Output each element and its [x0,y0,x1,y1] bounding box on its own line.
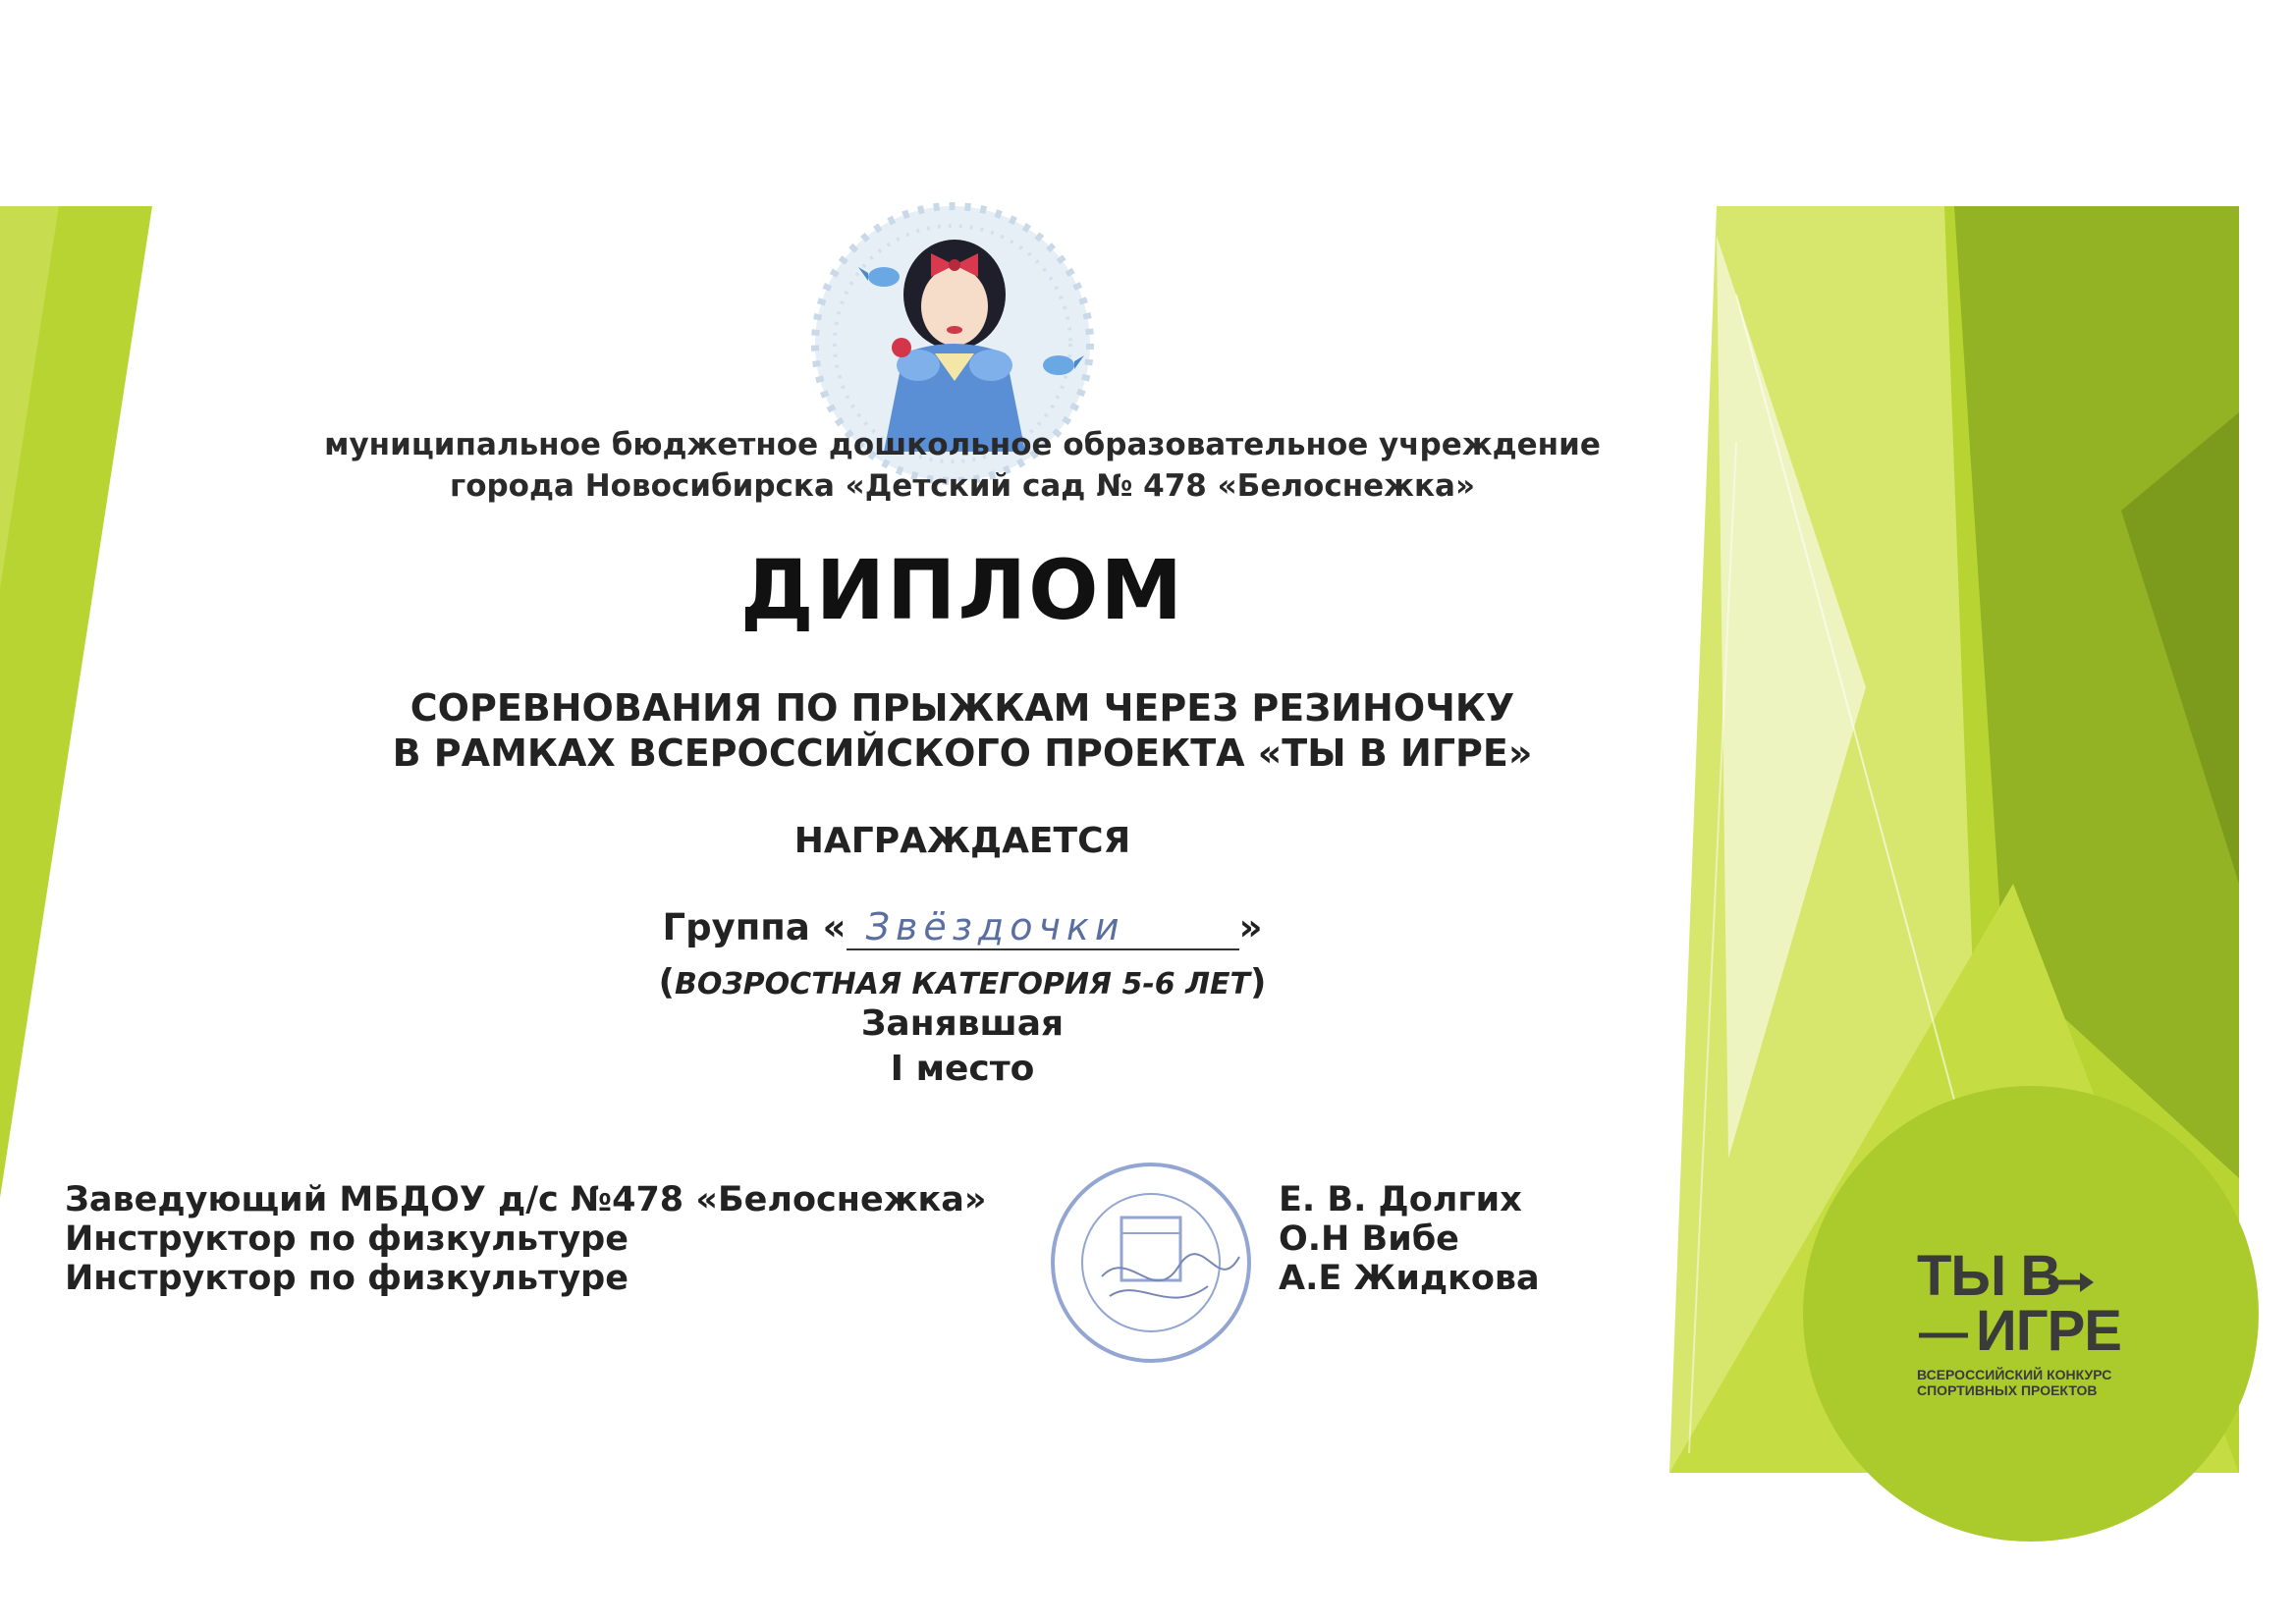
group-line [0,905,1925,950]
place-value: I место [890,1049,1035,1089]
signature-name-1: Е. В. Долгих [1279,1180,1522,1219]
signature-role-1: Заведующий МБДОУ д/с №478 «Белоснежка» [65,1180,987,1219]
diploma-title: ДИПЛОМ [739,542,1185,638]
signature-roles [65,1180,987,1298]
subtitle-line-1: СОРЕВНОВАНИЯ ПО ПРЫЖКАМ ЧЕРЕЗ РЕЗИНОЧКУ [410,686,1515,730]
group-name-handwritten: Звёздочки [847,905,1239,950]
official-stamp [1053,1164,1249,1361]
category-paren-close: ) [1250,962,1267,1002]
signature-names [1279,1180,1540,1298]
organization-line-2: города Новосибирска «Детский сад № 478 «Белоснежка» [450,468,1475,504]
signature-role-2: Инструктор по физкультуре [65,1219,628,1259]
logo-line-1: ТЫ В [1917,1244,2061,1308]
awarded-label: НАГРАЖДАЕТСЯ [793,821,1131,861]
category-paren-open: ( [658,962,675,1002]
subtitle-line-2: В РАМКАХ ВСЕРОССИЙСКОГО ПРОЕКТА «ТЫ В ИГРЕ» [392,731,1533,775]
category-text: ВОЗРОСТНАЯ КАТЕГОРИЯ 5-6 ЛЕТ [675,967,1250,1001]
organization-header [0,424,1925,507]
signature-role-3: Инструктор по физкультуре [65,1259,628,1298]
age-category [0,962,1925,1002]
project-logo [1917,1244,2121,1398]
logo-line-2: ИГРЕ [1976,1299,2121,1363]
organization-line-1: муниципальное бюджетное дошкольное образовательное учреждение [324,427,1601,462]
competition-subtitle [0,685,1925,776]
signature-name-2: О.Н Вибе [1279,1219,1459,1259]
placed-label: Занявшая [860,1003,1065,1044]
logo-subtitle-1: ВСЕРОССИЙСКИЙ КОНКУРС [1917,1367,2112,1382]
logo-subtitle-2: СПОРТИВНЫХ ПРОЕКТОВ [1917,1382,2098,1398]
group-close-quote: » [1238,906,1263,948]
signature-name-3: А.Е Жидкова [1279,1259,1540,1298]
group-label: Группа « [662,906,847,948]
